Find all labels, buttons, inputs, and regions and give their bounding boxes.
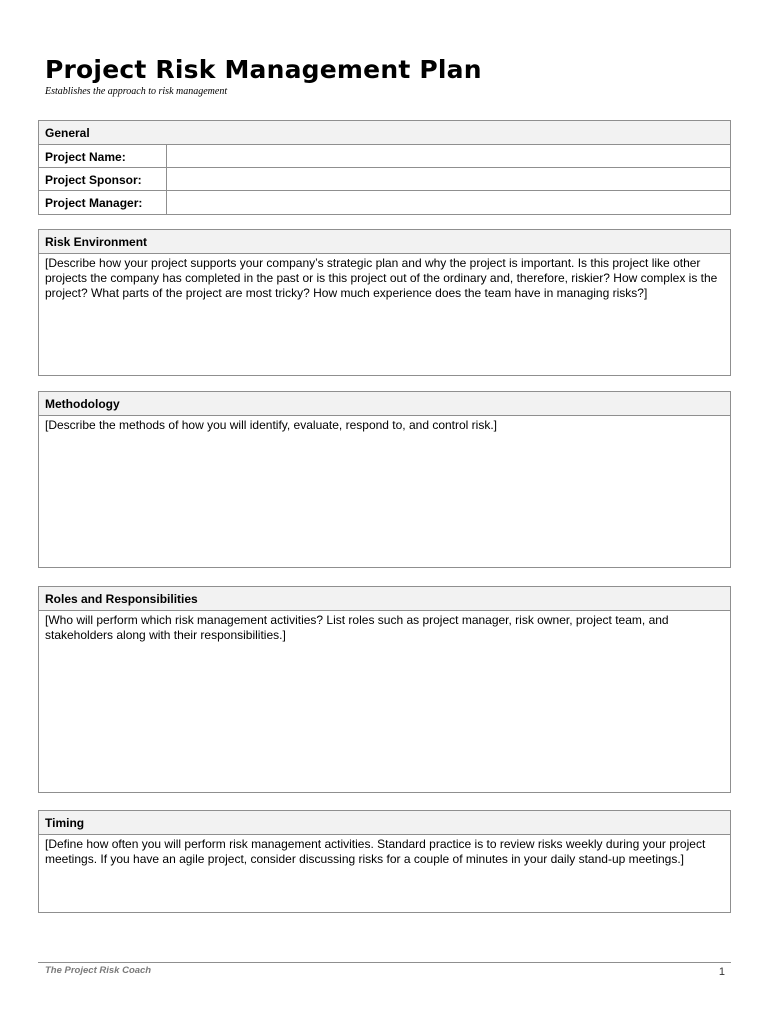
project-manager-row — [39, 191, 730, 214]
methodology-section — [38, 391, 731, 568]
timing-body[interactable]: [Define how often you will perform risk management activities. Standard practice is to review risks weekly during your project meetings. If you have an agile project, consider discussing risks for a couple of minutes in your daily stand-up meetings.] — [45, 837, 706, 866]
risk-environment-header: Risk Environment — [39, 230, 730, 254]
document-title: Project Risk Management Plan — [45, 55, 482, 84]
project-manager-field[interactable] — [167, 191, 730, 214]
risk-environment-section — [38, 229, 731, 376]
risk-environment-body[interactable]: [Describe how your project supports your company’s strategic plan and why the project is important. Is this project like other projects the company has completed in the past or is this project out of the ordinary and, therefore, riskier? How complex is the project? What parts of the project are most tricky? How much experience does the team have in managing risks?] — [45, 256, 718, 300]
project-name-label: Project Name: — [39, 145, 167, 167]
methodology-header: Methodology — [39, 392, 730, 416]
footer-divider — [38, 962, 731, 963]
timing-section — [38, 810, 731, 913]
project-manager-label: Project Manager: — [39, 191, 167, 214]
project-sponsor-field[interactable] — [167, 168, 730, 190]
page-number: 1 — [718, 966, 725, 978]
roles-responsibilities-section — [38, 586, 731, 793]
project-sponsor-label: Project Sponsor: — [39, 168, 167, 190]
general-section — [38, 120, 731, 215]
roles-responsibilities-body[interactable]: [Who will perform which risk management activities? List roles such as project manager, risk owner, project team, and stakeholders along with their responsibilities.] — [45, 613, 669, 642]
timing-header: Timing — [39, 811, 730, 835]
project-name-row — [39, 145, 730, 168]
project-name-field[interactable] — [167, 145, 730, 167]
general-header: General — [39, 121, 730, 145]
methodology-body[interactable]: [Describe the methods of how you will identify, evaluate, respond to, and control risk.] — [45, 418, 498, 432]
document-subtitle: Establishes the approach to risk management — [45, 86, 228, 97]
roles-responsibilities-header: Roles and Responsibilities — [39, 587, 730, 611]
footer-brand: The Project Risk Coach — [45, 965, 152, 976]
project-sponsor-row — [39, 168, 730, 191]
